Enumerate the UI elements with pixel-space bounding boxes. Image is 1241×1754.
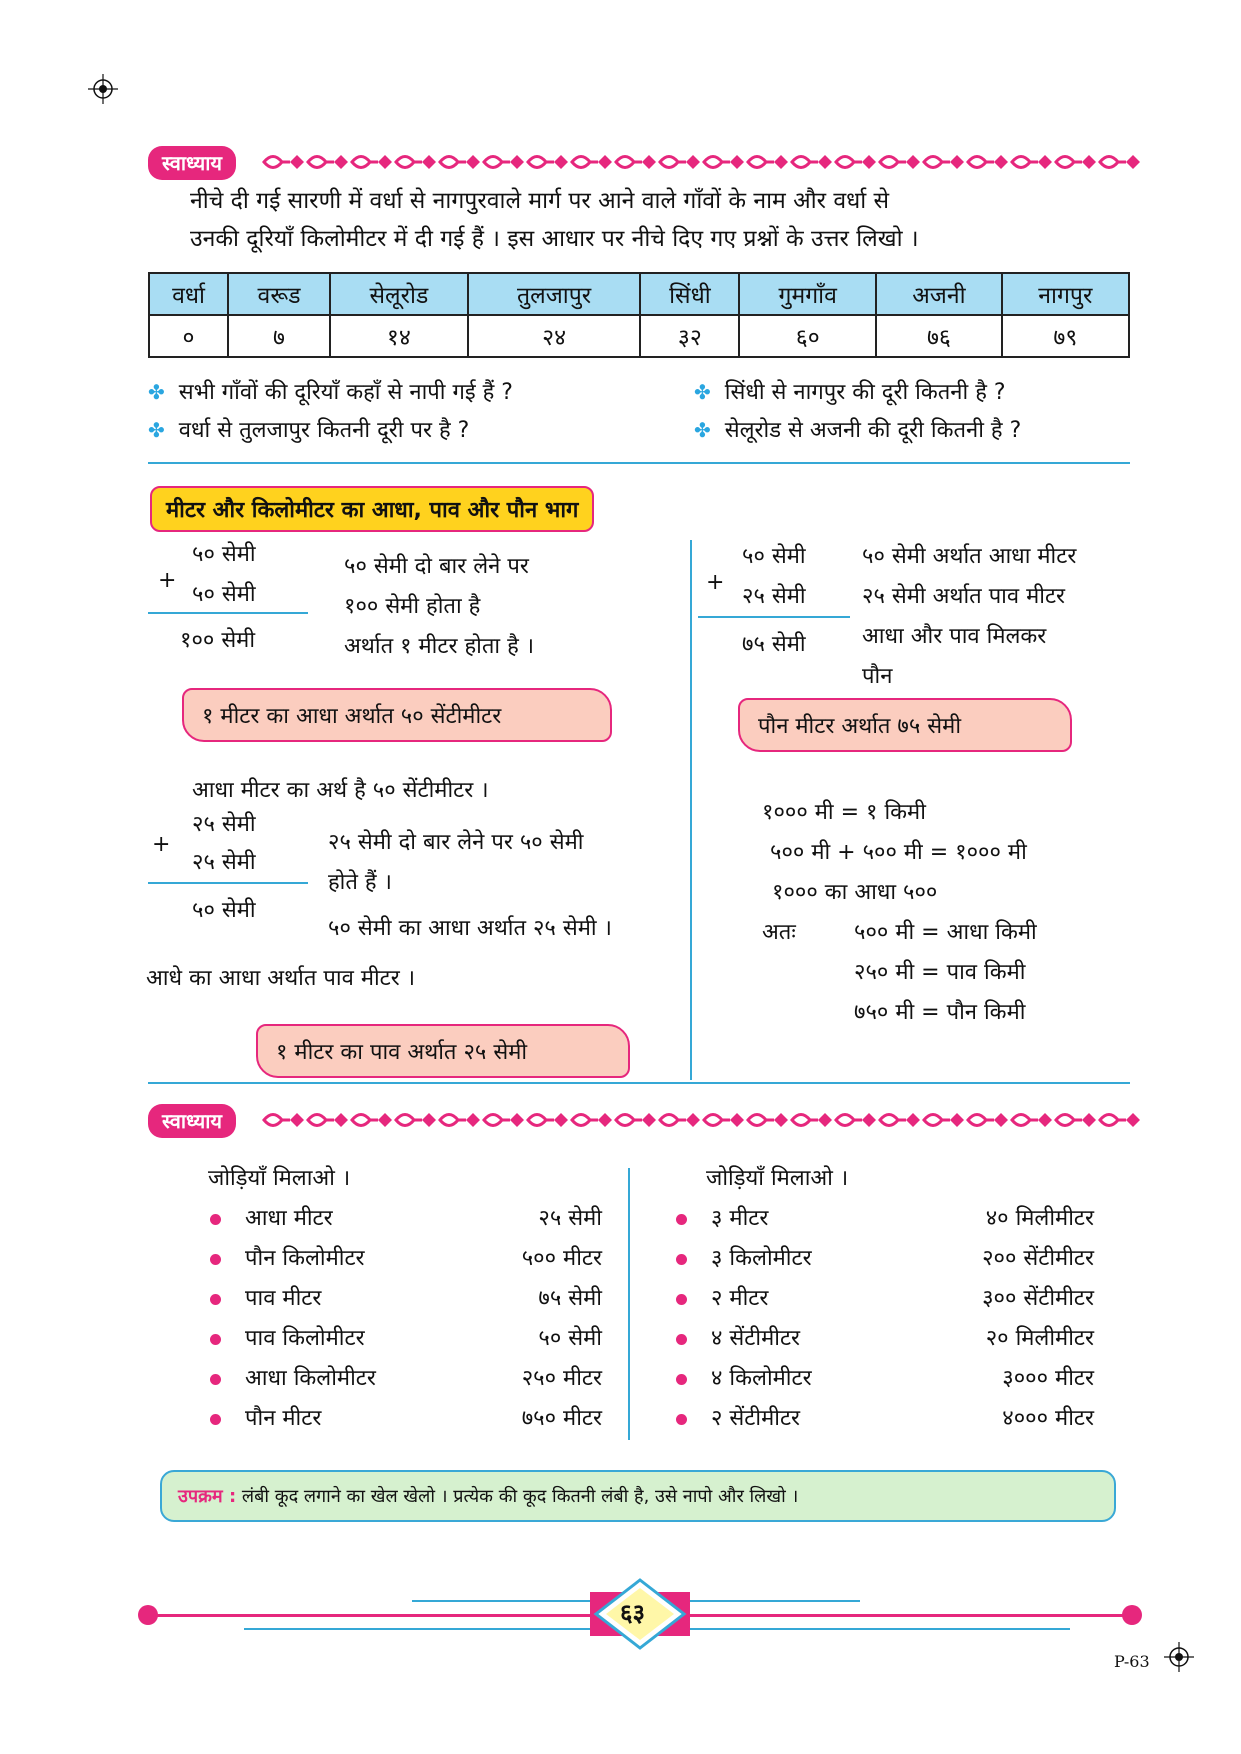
- star-bullet-icon: ✤: [694, 418, 711, 442]
- sum: ७५ सेमी: [742, 632, 806, 657]
- km-line: ५०० मी = आधा किमी: [854, 920, 1037, 945]
- match-left: २ सेंटीमीटर: [711, 1406, 801, 1431]
- question-text: सभी गाँवों की दूरियाँ कहाँ से नापी गई हैं ?: [178, 380, 513, 405]
- bullet-dot-icon[interactable]: [676, 1294, 687, 1305]
- km-line: ७५० मी = पौन किमी: [854, 1000, 1026, 1025]
- match-right: २५० मीटर: [521, 1366, 602, 1391]
- table-cell: गुमगाँव: [739, 273, 876, 315]
- match-left: ४ किलोमीटर: [711, 1366, 812, 1391]
- page-number: ६३: [620, 1599, 645, 1627]
- table-cell: सिंधी: [640, 273, 739, 315]
- highlight-box: १ मीटर का आधा अर्थात ५० सेंटीमीटर: [182, 688, 612, 742]
- table-cell: वर्धा: [149, 273, 228, 315]
- addend: ५० सेमी: [742, 544, 806, 569]
- bullet-dot-icon[interactable]: [676, 1414, 687, 1425]
- column-divider: [628, 1168, 630, 1440]
- match-row: [676, 1202, 1094, 1234]
- explanation-text: ५० सेमी दो बार लेने पर: [344, 554, 529, 579]
- sum: ५० सेमी: [192, 898, 256, 923]
- addend: ५० सेमी: [192, 542, 256, 567]
- question-item: [694, 414, 1021, 444]
- km-line: १००० का आधा ५००: [772, 880, 938, 905]
- table-cell: ७६: [876, 315, 1001, 357]
- bullet-dot-icon[interactable]: [210, 1374, 221, 1385]
- plus-sign: +: [706, 570, 725, 595]
- footer-dot: [138, 1605, 158, 1625]
- bullet-dot-icon[interactable]: [676, 1254, 687, 1265]
- match-row: [210, 1322, 602, 1354]
- match-right: ३०० सेंटीमीटर: [982, 1286, 1094, 1311]
- match-row: [210, 1282, 602, 1314]
- table-row: [149, 315, 1129, 357]
- explanation-text: २५ सेमी अर्थात पाव मीटर: [862, 584, 1066, 609]
- footer-dot: [1122, 1605, 1142, 1625]
- plus-sign: +: [152, 832, 171, 857]
- km-line: १००० मी = १ किमी: [762, 800, 926, 825]
- bullet-dot-icon[interactable]: [210, 1414, 221, 1425]
- divider: [148, 462, 1130, 464]
- star-bullet-icon: ✤: [694, 380, 711, 404]
- table-cell: नागपुर: [1002, 273, 1129, 315]
- match-right: २५ सेमी: [538, 1206, 602, 1231]
- match-left: ३ मीटर: [711, 1206, 769, 1231]
- explanation-text: ५० सेमी का आधा अर्थात २५ सेमी ।: [328, 916, 612, 941]
- table-cell: ७: [228, 315, 330, 357]
- explanation-text: अर्थात १ मीटर होता है ।: [344, 634, 535, 659]
- sum: १०० सेमी: [180, 628, 256, 653]
- table-cell: ७९: [1002, 315, 1129, 357]
- match-left: आधा किलोमीटर: [245, 1366, 376, 1391]
- page-code: P-63: [1114, 1652, 1150, 1671]
- match-right: ५०० मीटर: [521, 1246, 602, 1271]
- registration-mark-icon: [86, 72, 120, 106]
- explanation-text: १०० सेमी होता है: [344, 594, 481, 619]
- distance-table: [148, 272, 1130, 358]
- addend: २५ सेमी: [192, 812, 256, 837]
- match-right: ७५ सेमी: [538, 1286, 602, 1311]
- bullet-dot-icon[interactable]: [210, 1334, 221, 1345]
- match-row: [676, 1282, 1094, 1314]
- table-cell: तुलजापुर: [468, 273, 641, 315]
- match-row: [676, 1362, 1094, 1394]
- table-cell: अजनी: [876, 273, 1001, 315]
- bullet-dot-icon[interactable]: [676, 1334, 687, 1345]
- star-bullet-icon: ✤: [148, 418, 165, 442]
- explanation-text: आधा मीटर का अर्थ है ५० सेंटीमीटर ।: [192, 778, 489, 803]
- match-right: ७५० मीटर: [521, 1406, 602, 1431]
- match-row: [210, 1362, 602, 1394]
- question-text: सिंधी से नागपुर की दूरी कितनी है ?: [724, 380, 1006, 405]
- explanation-text: होते हैं ।: [328, 870, 392, 895]
- match-row: [210, 1202, 602, 1234]
- explanation-text: पौन: [862, 664, 893, 689]
- exercise-paragraph: [190, 182, 1128, 258]
- match-left: आधा मीटर: [245, 1206, 333, 1231]
- activity-box: [160, 1470, 1116, 1522]
- km-label: अतः: [762, 920, 796, 945]
- km-line: २५० मी = पाव किमी: [854, 960, 1026, 985]
- match-left: पाव किलोमीटर: [245, 1326, 365, 1351]
- plus-sign: +: [158, 568, 177, 593]
- match-right: २० मिलीमीटर: [985, 1326, 1094, 1351]
- table-cell: वरूड: [228, 273, 330, 315]
- table-cell: ३२: [640, 315, 739, 357]
- chain-decoration: [262, 149, 1142, 175]
- match-row: [210, 1402, 602, 1434]
- table-cell: सेलूरोड: [330, 273, 468, 315]
- bullet-dot-icon[interactable]: [676, 1374, 687, 1385]
- match-row: [676, 1242, 1094, 1274]
- match-left: ४ सेंटीमीटर: [711, 1326, 801, 1351]
- paragraph-line: नीचे दी गई सारणी में वर्धा से नागपुरवाले मार्ग पर आने वाले गाँवों के नाम और वर्धा से: [190, 188, 890, 214]
- chain-decoration: [262, 1107, 1142, 1133]
- question-text: वर्धा से तुलजापुर कितनी दूरी पर है ?: [178, 418, 470, 443]
- match-right: ५० सेमी: [538, 1326, 602, 1351]
- divider: [148, 1082, 1130, 1084]
- addend: २५ सेमी: [192, 850, 256, 875]
- table-header-row: [149, 273, 1129, 315]
- table-cell: ०: [149, 315, 228, 357]
- sum-line: [148, 882, 308, 884]
- table-cell: १४: [330, 315, 468, 357]
- activity-text: लंबी कूद लगाने का खेल खेलो । प्रत्येक की कूद कितनी लंबी है, उसे नापो और लिखो ।: [241, 1486, 799, 1507]
- explanation-text: आधे का आधा अर्थात पाव मीटर ।: [146, 966, 416, 991]
- match-right: २०० सेंटीमीटर: [982, 1246, 1094, 1271]
- question-text: सेलूरोड से अजनी की दूरी कितनी है ?: [724, 418, 1022, 443]
- registration-mark-icon: [1162, 1640, 1196, 1674]
- match-right: ४० मिलीमीटर: [985, 1206, 1094, 1231]
- addend: ५० सेमी: [192, 582, 256, 607]
- match-row: [676, 1322, 1094, 1354]
- explanation-text: ५० सेमी अर्थात आधा मीटर: [862, 544, 1077, 569]
- exercise-tag: स्वाध्याय: [148, 1104, 236, 1138]
- table-cell: ६०: [739, 315, 876, 357]
- star-bullet-icon: ✤: [148, 380, 165, 404]
- sum-line: [698, 616, 850, 618]
- explanation-text: आधा और पाव मिलकर: [862, 624, 1047, 649]
- bullet-dot-icon[interactable]: [210, 1294, 221, 1305]
- paragraph-line: उनकी दूरियाँ किलोमीटर में दी गई हैं । इस आधार पर नीचे दिए गए प्रश्नों के उत्तर लिखो ।: [190, 226, 919, 252]
- km-line: ५०० मी + ५०० मी = १००० मी: [770, 840, 1027, 865]
- match-right: ३००० मीटर: [1002, 1366, 1094, 1391]
- match-row: [676, 1402, 1094, 1434]
- sum-line: [148, 612, 308, 614]
- bullet-dot-icon[interactable]: [676, 1214, 687, 1225]
- match-left: पौन मीटर: [245, 1406, 322, 1431]
- column-divider: [690, 540, 692, 1080]
- table-cell: २४: [468, 315, 641, 357]
- question-item: [694, 376, 1006, 406]
- question-item: [148, 376, 513, 406]
- highlight-box: १ मीटर का पाव अर्थात २५ सेमी: [256, 1024, 630, 1078]
- match-right: ४००० मीटर: [1002, 1406, 1094, 1431]
- match-row: [210, 1242, 602, 1274]
- bullet-dot-icon[interactable]: [210, 1254, 221, 1265]
- match-left: पाव मीटर: [245, 1286, 322, 1311]
- match-left: २ मीटर: [711, 1286, 769, 1311]
- bullet-dot-icon[interactable]: [210, 1214, 221, 1225]
- addend: २५ सेमी: [742, 584, 806, 609]
- highlight-box: पौन मीटर अर्थात ७५ सेमी: [738, 698, 1072, 752]
- match-left: ३ किलोमीटर: [711, 1246, 812, 1271]
- match-title: जोड़ियाँ मिलाओ ।: [706, 1166, 849, 1191]
- activity-label: उपक्रम :: [178, 1486, 237, 1507]
- match-title: जोड़ियाँ मिलाओ ।: [208, 1166, 351, 1191]
- question-item: [148, 414, 469, 444]
- match-left: पौन किलोमीटर: [245, 1246, 365, 1271]
- explanation-text: २५ सेमी दो बार लेने पर ५० सेमी: [328, 830, 584, 855]
- section-banner: मीटर और किलोमीटर का आधा, पाव और पौन भाग: [150, 486, 594, 532]
- exercise-tag: स्वाध्याय: [148, 146, 236, 180]
